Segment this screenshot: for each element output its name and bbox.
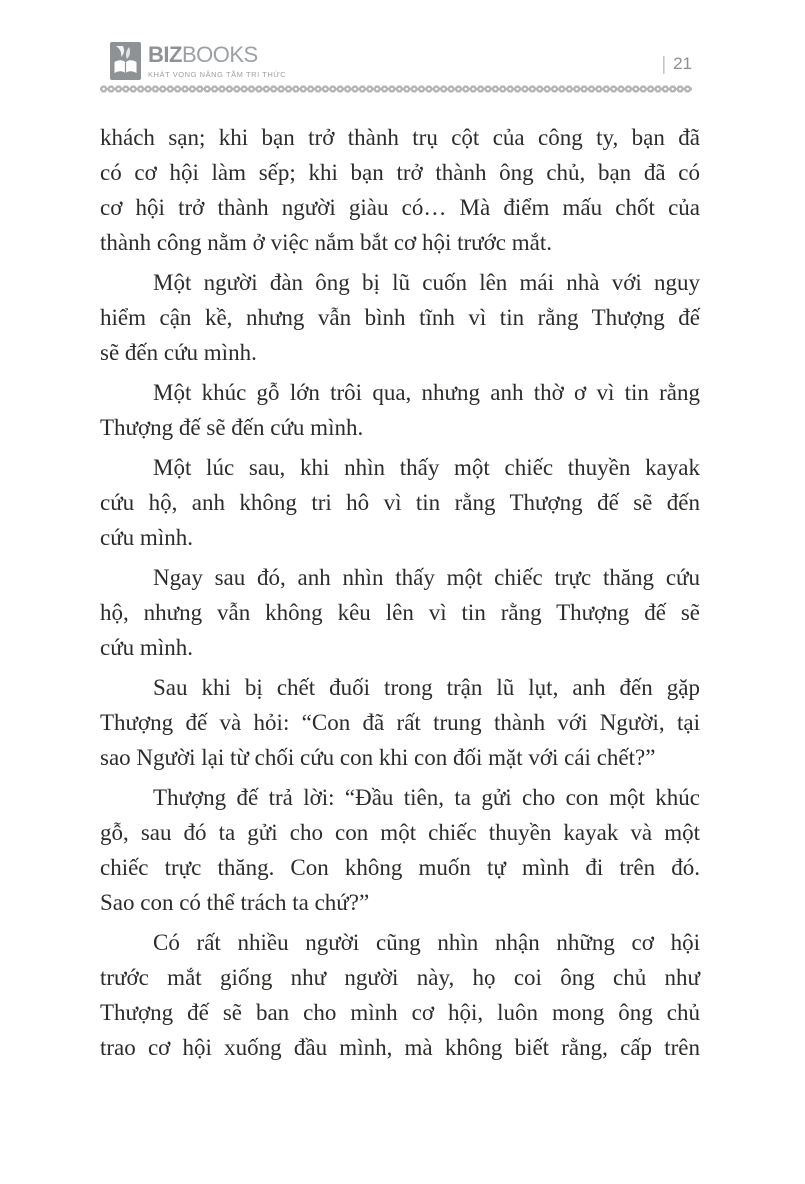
paragraph — [100, 670, 700, 775]
brand-books: BOOKS — [181, 42, 258, 67]
text-line: trước mắt giống như người này, họ coi ông chủ như — [100, 965, 700, 990]
text-line: Có rất nhiều người cũng nhìn nhận những cơ hội — [153, 930, 700, 955]
text-line: Sau khi bị chết đuối trong trận lũ lụt, anh đến gặp — [153, 675, 700, 700]
text-line: Một người đàn ông bị lũ cuốn lên mái nhà với nguy — [153, 270, 700, 295]
text-line: sẽ đến cứu mình. — [100, 340, 257, 365]
page-number-separator: | — [661, 52, 667, 75]
text-line: Một lúc sau, khi nhìn thấy một chiếc thuyền kayak — [153, 455, 700, 480]
text-line: chiếc trực thăng. Con không muốn tự mình đi trên đó. — [100, 855, 700, 880]
paragraph — [100, 780, 700, 920]
text-line: cứu mình. — [100, 635, 193, 660]
text-line: khách sạn; khi bạn trở thành trụ cột của công ty, bạn đã — [100, 125, 700, 150]
page-number-value: 21 — [673, 54, 692, 73]
page-number — [662, 54, 692, 74]
body-text — [100, 120, 700, 1065]
text-line: gỗ, sau đó ta gửi cho con một chiếc thuyền kayak và một — [100, 820, 700, 845]
text-line: Sao con có thể trách ta chứ?” — [100, 890, 370, 915]
text-line: cơ hội trở thành người giàu có… Mà điểm mấu chốt của — [100, 195, 700, 220]
paragraph — [100, 375, 700, 445]
paragraph — [100, 265, 700, 370]
decorative-bead-border — [100, 85, 692, 93]
text-line: Thượng đế trả lời: “Đầu tiên, ta gửi cho con một khúc — [153, 785, 700, 810]
text-line: hộ, nhưng vẫn không kêu lên vì tin rằng Thượng đế sẽ — [100, 600, 700, 625]
brand-name — [148, 42, 258, 67]
text-line: Một khúc gỗ lớn trôi qua, nhưng anh thờ ơ vì tin rằng — [153, 380, 700, 405]
paragraph — [100, 120, 700, 260]
paragraph — [100, 450, 700, 555]
logo-text — [148, 42, 286, 79]
text-line: Thượng đế sẽ đến cứu mình. — [100, 415, 364, 440]
text-line: có cơ hội làm sếp; khi bạn trở thành ông chủ, bạn đã có — [100, 160, 700, 185]
text-line: Thượng đế sẽ ban cho mình cơ hội, luôn mong ông chủ — [100, 1000, 700, 1025]
paragraph — [100, 925, 700, 1065]
text-line: thành công nằm ở việc nắm bắt cơ hội trước mắt. — [100, 230, 552, 255]
text-line: hiểm cận kề, nhưng vẫn bình tĩnh vì tin rằng Thượng đế — [100, 305, 700, 330]
text-line: cứu hộ, anh không tri hô vì tin rằng Thượng đế sẽ đến — [100, 490, 700, 515]
text-line: sao Người lại từ chối cứu con khi con đối mặt với cái chết?” — [100, 745, 656, 770]
text-line: Thượng đế và hỏi: “Con đã rất trung thành với Người, tại — [100, 710, 700, 735]
logo-tagline: KHÁT VỌNG NÂNG TẦM TRI THỨC — [148, 70, 287, 79]
text-line: cứu mình. — [100, 525, 193, 550]
brand-biz: BIZ — [148, 42, 182, 67]
text-line: trao cơ hội xuống đầu mình, mà không biết rằng, cấp trên — [100, 1035, 700, 1060]
bizbooks-logo-icon — [110, 42, 141, 80]
text-line: Ngay sau đó, anh nhìn thấy một chiếc trực thăng cứu — [153, 565, 700, 590]
paragraph — [100, 560, 700, 665]
publisher-logo — [110, 42, 286, 80]
